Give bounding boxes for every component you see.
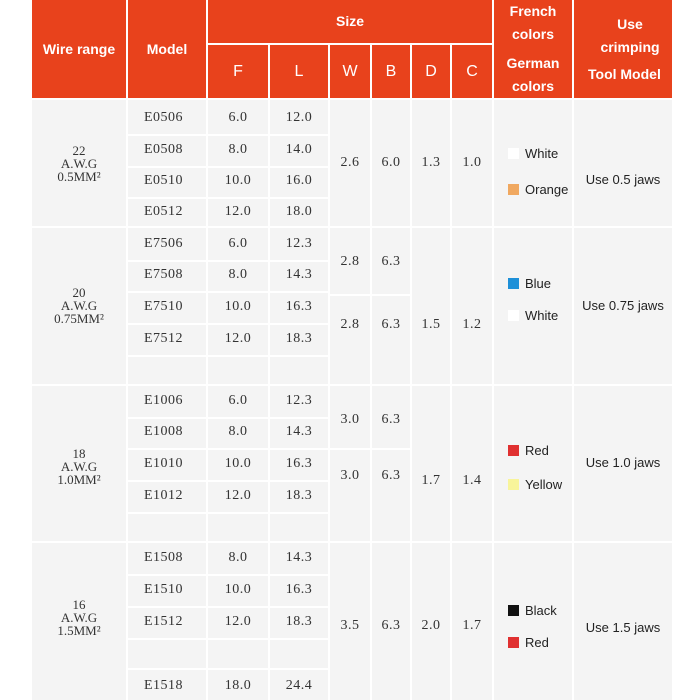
f-cell: 12.0 [224, 614, 252, 629]
color-name: Orange [525, 181, 569, 197]
w-cell: 3.5 [340, 618, 360, 633]
d-cell: 1.7 [421, 473, 441, 488]
l-cell: 16.3 [285, 299, 313, 314]
model-cell: E7506 [144, 236, 184, 251]
l-cell: 18.0 [285, 204, 313, 219]
f-cell: 8.0 [228, 550, 248, 565]
header-colors [494, 0, 572, 98]
b-cell: 6.3 [381, 317, 401, 332]
color-entry [508, 633, 549, 651]
b-cell: 6.3 [381, 412, 401, 427]
f-cell: 8.0 [228, 142, 248, 157]
wire-range-cell [32, 143, 126, 183]
l-cell: 12.0 [285, 110, 313, 125]
model-cell: E1012 [144, 488, 184, 503]
color-name: Black [525, 602, 557, 618]
color-swatch-icon [508, 479, 519, 490]
color-entry [508, 475, 562, 493]
color-entry [508, 601, 557, 619]
cross-section: 1.0MM² [57, 471, 101, 487]
model-cell: E0506 [144, 110, 184, 125]
b-cell: 6.3 [381, 468, 401, 483]
color-entry [508, 441, 549, 459]
tool-model-cell: Use 0.75 jaws [582, 297, 664, 313]
w-cell: 3.0 [340, 468, 360, 483]
header-use-crimping: Use crimping [600, 15, 660, 55]
tool-model-cell: Use 1.5 jaws [585, 619, 661, 635]
header-b: B [372, 45, 410, 98]
color-swatch-icon [508, 445, 519, 456]
header-wire-range: Wire range [32, 0, 126, 98]
color-name: Red [525, 442, 549, 458]
f-cell: 6.0 [228, 110, 248, 125]
header-l: L [270, 45, 328, 98]
awg-number: 22 [72, 142, 86, 158]
model-cell: E1008 [144, 424, 184, 439]
header-size: Size [208, 0, 492, 43]
cross-section: 0.75MM² [54, 310, 104, 326]
color-name: White [525, 307, 559, 323]
l-cell: 18.3 [285, 614, 313, 629]
awg-unit: A.W.G [60, 609, 98, 625]
cross-section: 1.5MM² [57, 622, 101, 638]
f-cell: 8.0 [228, 267, 248, 282]
l-cell: 24.4 [285, 678, 313, 693]
f-cell: 6.0 [228, 236, 248, 251]
model-cell: E1508 [144, 550, 184, 565]
model-cell: E0508 [144, 142, 184, 157]
model-cell: E7510 [144, 299, 184, 314]
tool-model-cell: Use 1.0 jaws [585, 454, 661, 470]
l-cell: 18.3 [285, 488, 313, 503]
awg-number: 20 [72, 284, 86, 300]
model-cell: E1512 [144, 614, 184, 629]
f-cell: 12.0 [224, 488, 252, 503]
awg-number: 16 [72, 596, 86, 612]
header-c: C [452, 45, 492, 98]
header-f: F [208, 45, 268, 98]
c-cell: 1.0 [462, 155, 482, 170]
model-cell: E1510 [144, 582, 184, 597]
l-cell: 12.3 [285, 393, 313, 408]
header-german-colors: German colors [506, 55, 560, 94]
model-cell: E1518 [144, 678, 184, 693]
header-d: D [412, 45, 450, 98]
wire-range-cell [32, 597, 126, 637]
f-cell: 18.0 [224, 678, 252, 693]
header-tool [574, 0, 672, 98]
color-swatch-icon [508, 184, 519, 195]
header-w: W [330, 45, 370, 98]
color-swatch-icon [508, 310, 519, 321]
color-entry [508, 306, 558, 324]
awg-unit: A.W.G [60, 458, 98, 474]
f-cell: 12.0 [224, 331, 252, 346]
d-cell: 1.3 [421, 155, 441, 170]
model-cell: E7512 [144, 331, 184, 346]
l-cell: 14.3 [285, 267, 313, 282]
d-cell: 1.5 [421, 317, 441, 332]
cross-section: 0.5MM² [57, 168, 101, 184]
color-entry [508, 274, 551, 292]
c-cell: 1.2 [462, 317, 482, 332]
color-swatch-icon [508, 605, 519, 616]
l-cell: 16.0 [285, 173, 313, 188]
f-cell: 10.0 [224, 299, 252, 314]
header-tool-model: Tool Model [588, 65, 661, 82]
w-cell: 2.8 [340, 317, 360, 332]
model-cell: E0510 [144, 173, 184, 188]
b-cell: 6.3 [381, 618, 401, 633]
color-name: White [525, 145, 559, 161]
f-cell: 6.0 [228, 393, 248, 408]
tool-model-cell: Use 0.5 jaws [585, 171, 661, 187]
model-cell: E1006 [144, 393, 184, 408]
f-cell: 12.0 [224, 204, 252, 219]
w-cell: 3.0 [340, 412, 360, 427]
b-cell: 6.3 [381, 254, 401, 269]
d-cell: 2.0 [421, 618, 441, 633]
l-cell: 14.0 [285, 142, 313, 157]
l-cell: 16.3 [285, 456, 313, 471]
model-cell: E0512 [144, 204, 184, 219]
wire-range-cell [32, 446, 126, 486]
b-cell: 6.0 [381, 155, 401, 170]
f-cell: 8.0 [228, 424, 248, 439]
f-cell: 10.0 [224, 173, 252, 188]
wire-range-cell [32, 285, 126, 325]
l-cell: 18.3 [285, 331, 313, 346]
color-name: Red [525, 634, 549, 650]
model-cell: E7508 [144, 267, 184, 282]
l-cell: 12.3 [285, 236, 313, 251]
awg-unit: A.W.G [60, 155, 98, 171]
c-cell: 1.4 [462, 473, 482, 488]
w-cell: 2.8 [340, 254, 360, 269]
color-name: Yellow [525, 476, 563, 492]
c-cell: 1.7 [462, 618, 482, 633]
f-cell: 10.0 [224, 582, 252, 597]
color-entry [508, 180, 568, 198]
model-cell: E1010 [144, 456, 184, 471]
awg-unit: A.W.G [60, 297, 98, 313]
l-cell: 14.3 [285, 424, 313, 439]
color-swatch-icon [508, 148, 519, 159]
awg-number: 18 [72, 445, 86, 461]
header-model: Model [128, 0, 206, 98]
color-swatch-icon [508, 278, 519, 289]
color-name: Blue [525, 275, 552, 291]
header-french-colors: French colors [509, 3, 557, 42]
l-cell: 16.3 [285, 582, 313, 597]
l-cell: 14.3 [285, 550, 313, 565]
color-swatch-icon [508, 637, 519, 648]
w-cell: 2.6 [340, 155, 360, 170]
color-entry [508, 144, 558, 162]
f-cell: 10.0 [224, 456, 252, 471]
